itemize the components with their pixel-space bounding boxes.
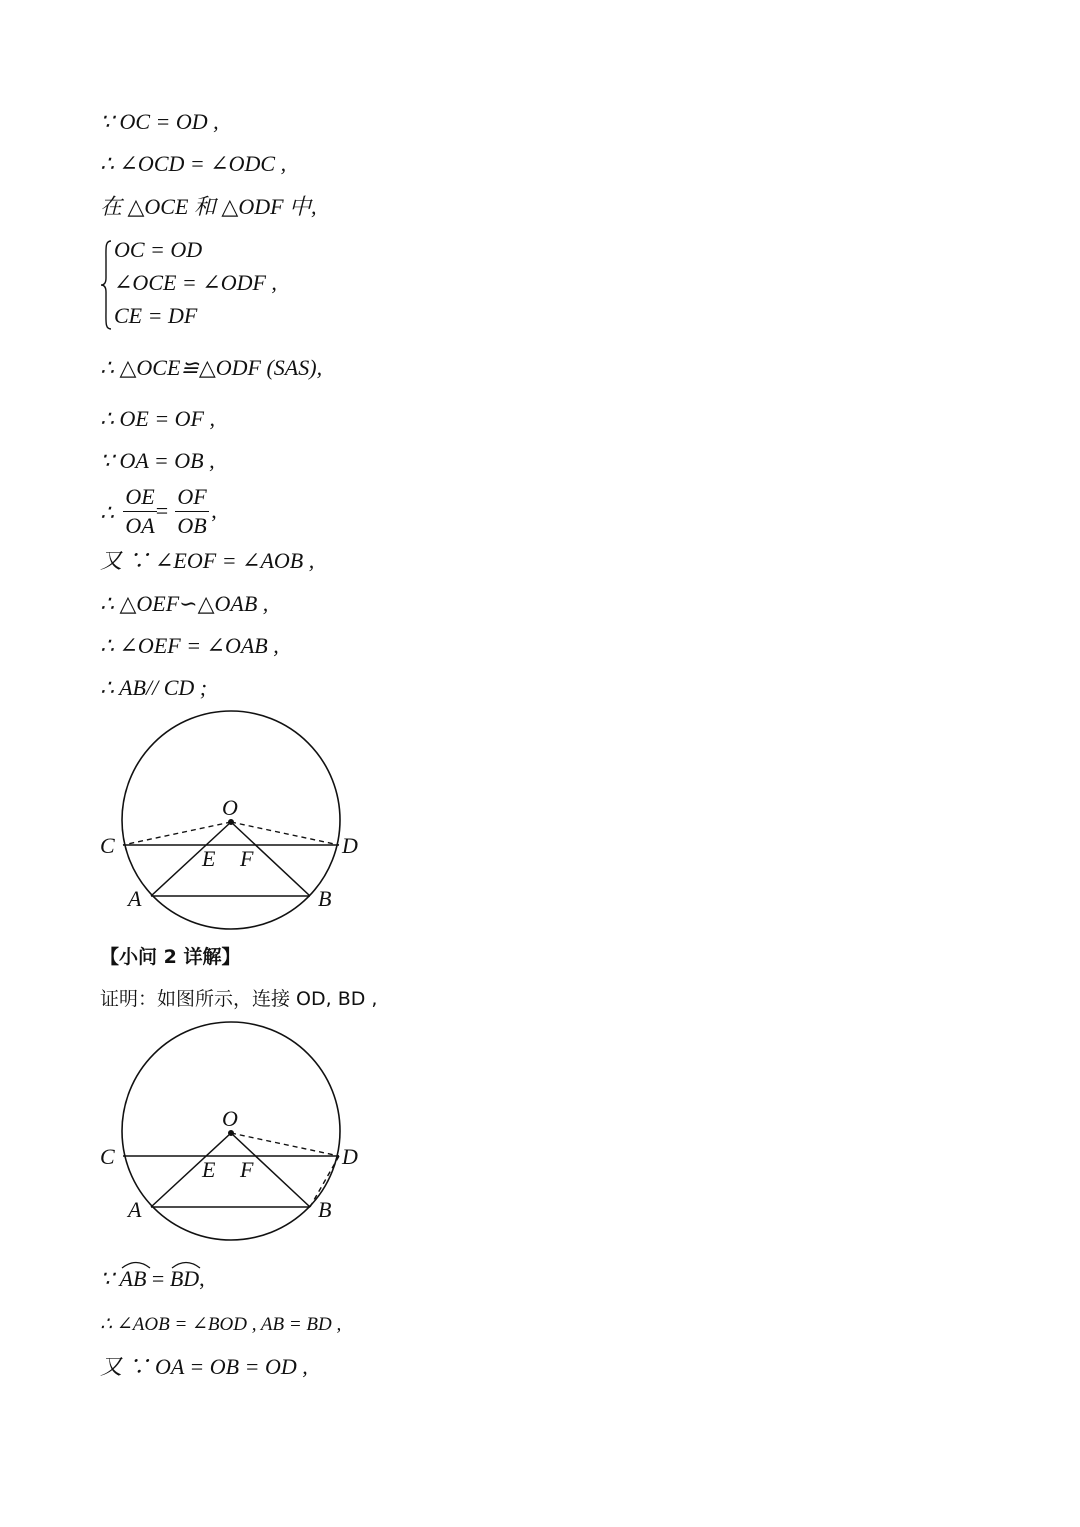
label-a: A xyxy=(128,1197,142,1222)
proof-line-parallel: ∴ AB// CD ; xyxy=(100,675,208,700)
arc-bd-mark xyxy=(170,1259,202,1269)
proof-line-oa-eq-ob: ∵ OA = OB , xyxy=(100,448,215,473)
proof-line-in-triangles: 在 △OCE 和 △ODF 中, xyxy=(100,194,317,219)
dashed-oc xyxy=(123,822,231,845)
arc-ab: AB xyxy=(120,1265,147,1293)
label-d: D xyxy=(342,1144,358,1169)
arc-bd: BD xyxy=(170,1265,199,1293)
frac-prefix: ∴ xyxy=(100,500,114,525)
frac-eq: = xyxy=(155,498,169,523)
frac-den-2: OB xyxy=(177,513,207,538)
proof-line-congruent: ∴ △OCE≌△ODF (SAS), xyxy=(100,355,323,380)
proof-line-angle-oef: ∴ ∠OEF = ∠OAB , xyxy=(100,633,279,658)
label-c: C xyxy=(100,1144,115,1169)
geometry-figure-1 xyxy=(96,708,366,943)
frac-den-1: OA xyxy=(125,513,155,538)
proof-line-connect: 证明：如图所示，连接 OD, BD , xyxy=(100,988,378,1010)
arc-prefix: ∵ xyxy=(100,1266,114,1291)
system-line-1: OC = OD xyxy=(114,237,203,262)
ratio-fraction xyxy=(125,484,225,540)
label-d: D xyxy=(342,833,358,858)
system-brace xyxy=(100,240,112,330)
label-o: O xyxy=(222,1106,238,1131)
arc-ab-mark xyxy=(120,1259,152,1269)
proof-line-oa-ob-od: 又 ∵ OA = OB = OD , xyxy=(100,1354,308,1379)
proof-line-oc-eq-od: ∵ OC = OD , xyxy=(100,109,219,134)
label-o: O xyxy=(222,795,238,820)
segment-oa xyxy=(151,822,231,896)
label-b: B xyxy=(318,1197,332,1222)
dashed-od xyxy=(231,822,339,845)
label-b: B xyxy=(318,886,332,911)
label-a: A xyxy=(128,886,142,911)
segment-oa xyxy=(151,1133,231,1207)
proof-line-angle-aob: ∴ ∠AOB = ∠BOD , AB = BD , xyxy=(100,1314,342,1335)
system-line-2: ∠OCE = ∠ODF , xyxy=(114,270,277,295)
arc-line xyxy=(100,1265,205,1293)
label-f: F xyxy=(240,1157,254,1182)
label-e: E xyxy=(202,1157,216,1182)
label-c: C xyxy=(100,833,115,858)
proof-line-angle-ocd: ∴ ∠OCD = ∠ODC , xyxy=(100,151,287,176)
frac-num-1: OE xyxy=(125,484,155,509)
proof-line-oe-eq-of: ∴ OE = OF , xyxy=(100,406,215,431)
frac-num-2: OF xyxy=(177,484,207,509)
label-f: F xyxy=(240,846,254,871)
dashed-od xyxy=(231,1133,339,1156)
proof-line-angle-eof: 又 ∵ ∠EOF = ∠AOB , xyxy=(100,548,315,573)
system-line-3: CE = DF xyxy=(114,303,198,328)
geometry-figure-2 xyxy=(96,1019,366,1254)
arc-suffix: , xyxy=(199,1266,205,1291)
section-heading-part-2: 【小问 2 详解】 xyxy=(100,946,241,968)
frac-suffix: , xyxy=(211,498,217,523)
proof-line-similar: ∴ △OEF∽△OAB , xyxy=(100,591,269,616)
label-e: E xyxy=(202,846,216,871)
arc-eq: = xyxy=(151,1266,165,1291)
